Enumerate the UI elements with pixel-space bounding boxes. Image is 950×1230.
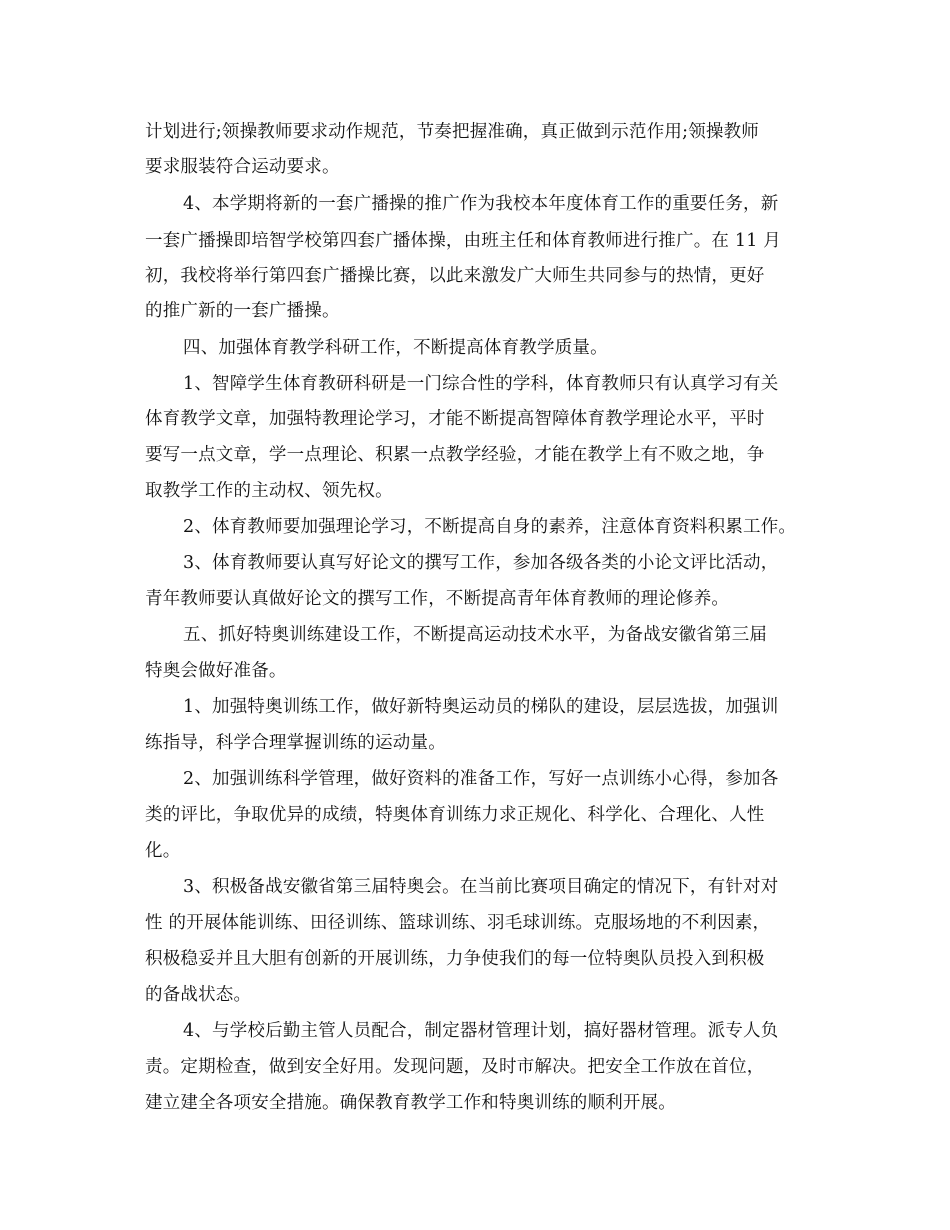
- text-line: 青年教师要认真做好论文的撰写工作，不断提高青年体育教师的理论修养。: [145, 589, 730, 609]
- text-line: 2、加强训练科学管理，做好资料的准备工作，写好一点训练小心得，参加各: [183, 769, 779, 789]
- text-line: 建立建全各项安全措施。确保教育教学工作和特奥训练的顺利开展。: [145, 1093, 676, 1113]
- text-line: 初，我校将举行第四套广播操比赛，以此来激发广大师生共同参与的热情，更好: [145, 266, 765, 286]
- text-line: 2、体育教师要加强理论学习，不断提高自身的素养，注意体育资料积累工作。: [183, 517, 797, 537]
- text-line: 取教学工作的主动权、领先权。: [145, 481, 393, 501]
- text-line: 1、加强特奥训练工作，做好新特奥运动员的梯队的建设，层层选拔，加强训: [183, 697, 779, 717]
- text-line: 计划进行;领操教师要求动作规范，节奏把握准确，真正做到示范作用;领操教师: [145, 122, 759, 142]
- section-heading: 五、抓好特奥训练建设工作，不断提高运动技术水平，为备战安徽省第三届: [183, 625, 768, 645]
- section-heading: 四、加强体育教学科研工作，不断提高体育教学质量。: [183, 338, 608, 358]
- text-line: 练指导，科学合理掌握训练的运动量。: [145, 733, 446, 753]
- text-line: 积极稳妥并且大胆有创新的开展训练，力争使我们的每一位特奥队员投入到积极: [145, 949, 765, 969]
- text-line: 的备战状态。: [145, 985, 252, 1005]
- text-line: 3、积极备战安徽省第三届特奥会。在当前比赛项目确定的情况下，有针对对: [183, 877, 779, 897]
- text-line: 要求服装符合运动要求。: [145, 157, 340, 177]
- text-line: 3、体育教师要认真写好论文的撰写工作，参加各级各类的小论文评比活动，: [183, 553, 779, 573]
- text-line: 责。定期检查，做到安全好用。发现问题，及时市解决。把安全工作放在首位，: [145, 1057, 765, 1077]
- text-line: 性 的开展体能训练、田径训练、篮球训练、羽毛球训练。克服场地的不利因素，: [145, 913, 771, 933]
- text-line: 类的评比，争取优异的成绩，特奥体育训练力求正规化、科学化、合理化、人性: [145, 805, 765, 825]
- text-line: 一套广播操即培智学校第四套广播体操，由班主任和体育教师进行推广。在 11 月: [145, 231, 781, 251]
- text-line: 化。: [145, 841, 181, 861]
- text-line: 要写一点文章，学一点理论、积累一点教学经验，才能在教学上有不败之地，争: [145, 445, 765, 465]
- text-line: 的推广新的一套广播操。: [145, 301, 340, 321]
- text-line: 特奥会做好准备。: [145, 661, 287, 681]
- text-line: 4、本学期将新的一套广播操的推广作为我校本年度体育工作的重要任务，新: [183, 194, 779, 214]
- text-line: 体育教学文章，加强特教理论学习，才能不断提高智障体育教学理论水平，平时: [145, 409, 765, 429]
- text-line: 1、智障学生体育教研科研是一门综合性的学科，体育教师只有认真学习有关: [183, 374, 779, 394]
- text-line: 4、与学校后勤主管人员配合，制定器材管理计划，搞好器材管理。派专人负: [183, 1021, 779, 1041]
